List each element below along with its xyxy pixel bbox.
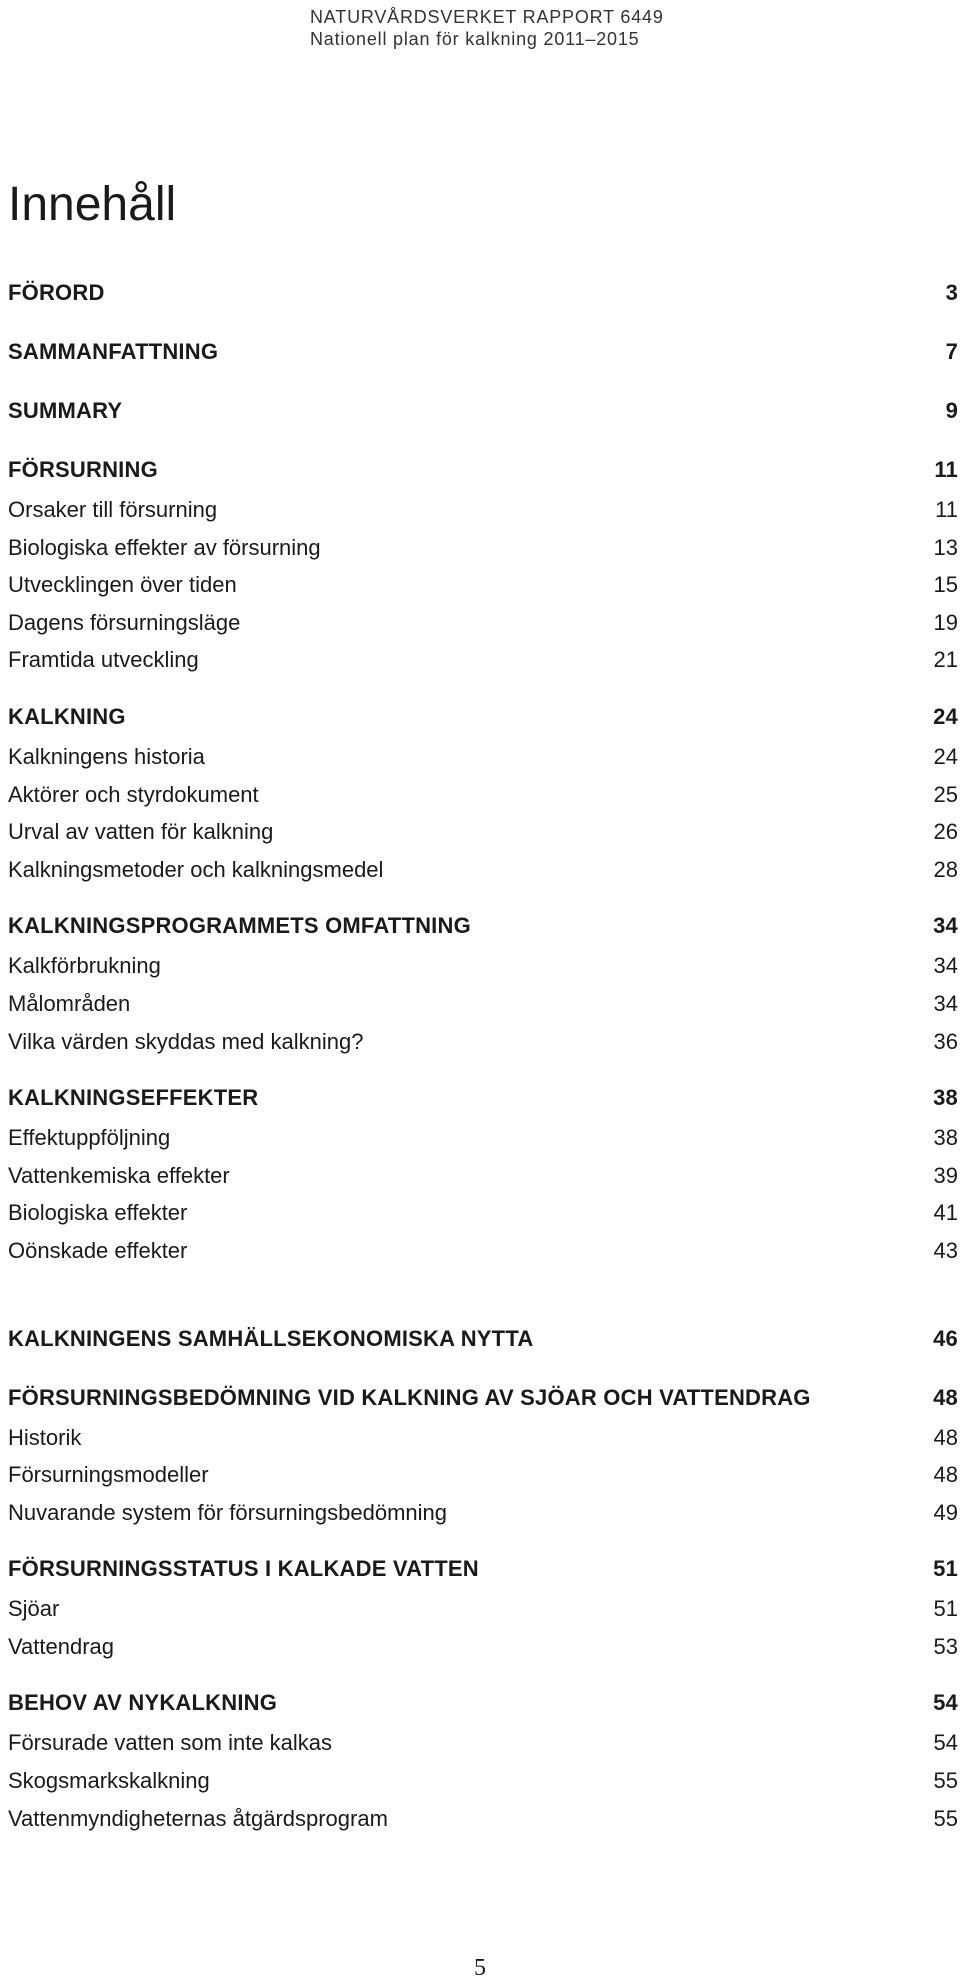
- toc-entry-page: 13: [933, 534, 958, 560]
- toc-heading[interactable]: [8, 1377, 958, 1419]
- toc-entry-page: 39: [933, 1162, 958, 1188]
- toc-entry-page: 25: [933, 781, 958, 807]
- toc-section: [8, 1548, 958, 1665]
- toc-heading-title: KALKNINGSPROGRAMMETS OMFATTNING: [8, 913, 471, 939]
- toc-entry-title: Dagens försurningsläge: [8, 609, 241, 635]
- toc-entry[interactable]: [8, 1157, 958, 1195]
- toc-section: [8, 1318, 958, 1360]
- toc-entry[interactable]: [8, 776, 958, 814]
- toc-entry-title: Orsaker till försurning: [8, 497, 218, 522]
- toc-entry[interactable]: [8, 491, 958, 529]
- toc-entry-page: 28: [933, 856, 958, 882]
- toc-entry[interactable]: [8, 947, 958, 985]
- toc-entry-title: Biologiska effekter av försurning: [8, 534, 321, 560]
- toc-entry-page: 53: [933, 1633, 958, 1659]
- toc-heading-title: BEHOV AV NYKALKNING: [8, 1690, 278, 1716]
- toc-entry-title: Aktörer och styrdokument: [8, 781, 259, 807]
- toc-section: [8, 272, 958, 314]
- toc-heading-page: 51: [933, 1556, 958, 1582]
- toc-entry[interactable]: [8, 1800, 958, 1838]
- toc-section: [8, 1377, 958, 1532]
- toc-entry-title: Biologiska effekter: [8, 1200, 188, 1226]
- toc-heading-page: 46: [933, 1325, 958, 1351]
- toc-entry-title: Försurningsmodeller: [8, 1462, 209, 1488]
- page-title: Innehåll: [8, 178, 177, 231]
- toc-entry[interactable]: [8, 1023, 958, 1061]
- toc-heading-page: 3: [945, 280, 958, 305]
- toc-entry-page: 11: [935, 497, 958, 522]
- toc-section: [8, 905, 958, 1060]
- toc-heading-page: 38: [933, 1085, 958, 1111]
- toc-entry[interactable]: [8, 1762, 958, 1800]
- page-number: 5: [474, 1955, 486, 1981]
- toc-entry-title: Sjöar: [8, 1596, 60, 1622]
- toc-section: [8, 1682, 958, 1837]
- toc-entry-page: 55: [933, 1805, 958, 1831]
- toc-heading-title: KALKNINGENS SAMHÄLLSEKONOMISKA NYTTA: [8, 1325, 534, 1351]
- toc-entry-page: 34: [933, 953, 958, 979]
- toc-entry-title: Vattenkemiska effekter: [8, 1162, 230, 1188]
- toc-entry-page: 15: [933, 572, 958, 598]
- toc-entry[interactable]: [8, 1232, 958, 1270]
- toc-entry[interactable]: [8, 1194, 958, 1232]
- toc-entry-title: Effektuppföljning: [8, 1125, 171, 1151]
- toc-entry-title: Utvecklingen över tiden: [8, 572, 237, 598]
- toc-entry[interactable]: [8, 1119, 958, 1157]
- toc-heading[interactable]: [8, 1682, 958, 1724]
- toc-entry-page: 24: [933, 743, 958, 769]
- toc-entry-page: 26: [933, 819, 958, 845]
- toc-heading[interactable]: [8, 1548, 958, 1590]
- toc-entry[interactable]: [8, 1724, 958, 1762]
- toc-entry-title: Kalkningens historia: [8, 743, 205, 769]
- toc-section: [8, 390, 958, 432]
- toc-heading-page: 11: [934, 457, 958, 482]
- toc-entry-title: Kalkförbrukning: [8, 953, 161, 979]
- toc-entry-page: 19: [933, 609, 958, 635]
- toc-heading-title: FÖRSURNINGSBEDÖMNING VID KALKNING AV SJÖAR OCH VATTENDRAG: [8, 1384, 811, 1410]
- toc-entry-title: Försurade vatten som inte kalkas: [8, 1730, 333, 1756]
- toc-heading-page: 48: [933, 1384, 958, 1410]
- toc-entry[interactable]: [8, 1590, 958, 1628]
- toc-entry-page: 34: [933, 990, 958, 1016]
- toc-entry[interactable]: [8, 1456, 958, 1494]
- toc-entry[interactable]: [8, 1628, 958, 1666]
- toc-heading-page: 54: [933, 1690, 958, 1716]
- toc-heading-title: FÖRORD: [8, 280, 105, 305]
- toc-entry-title: Urval av vatten för kalkning: [8, 819, 274, 845]
- toc-entry-page: 54: [933, 1730, 958, 1756]
- table-of-contents: [8, 272, 958, 1837]
- toc-entry-title: Kalkningsmetoder och kalkningsmedel: [8, 856, 384, 882]
- toc-entry[interactable]: [8, 1494, 958, 1532]
- toc-heading-title: FÖRSURNINGSSTATUS I KALKADE VATTEN: [8, 1556, 479, 1582]
- toc-entry[interactable]: [8, 985, 958, 1023]
- toc-entry-page: 43: [933, 1237, 958, 1263]
- toc-entry-title: Målområden: [8, 990, 131, 1016]
- toc-entry-page: 41: [933, 1200, 958, 1226]
- toc-entry-title: Skogsmarkskalkning: [8, 1768, 210, 1794]
- toc-entry-title: Framtida utveckling: [8, 647, 199, 673]
- toc-heading-page: 7: [945, 339, 958, 364]
- toc-section: [8, 449, 958, 679]
- toc-entry[interactable]: [8, 1419, 958, 1457]
- toc-entry[interactable]: [8, 851, 958, 889]
- toc-heading[interactable]: [8, 1077, 958, 1119]
- toc-entry-title: Nuvarande system för försurningsbedömning: [8, 1499, 448, 1525]
- toc-section: [8, 331, 958, 373]
- toc-entry-page: 36: [933, 1028, 958, 1054]
- running-header: [310, 6, 664, 50]
- toc-entry-page: 21: [933, 647, 958, 673]
- toc-heading-page: 34: [933, 913, 958, 939]
- toc-entry-title: Vattenmyndigheternas åtgärdsprogram: [8, 1805, 388, 1831]
- toc-entry-title: Oönskade effekter: [8, 1237, 188, 1263]
- toc-heading-title: SUMMARY: [8, 398, 123, 423]
- toc-heading-title: KALKNING: [8, 703, 126, 729]
- toc-heading[interactable]: [8, 696, 958, 738]
- toc-heading[interactable]: [8, 390, 958, 432]
- toc-entry[interactable]: [8, 813, 958, 851]
- toc-entry-page: 48: [933, 1424, 958, 1450]
- toc-section: [8, 696, 958, 888]
- toc-entry-page: 49: [933, 1499, 958, 1525]
- toc-entry-page: 48: [933, 1462, 958, 1488]
- toc-entry-title: Vilka värden skyddas med kalkning?: [8, 1028, 364, 1054]
- toc-heading-page: 9: [945, 398, 958, 423]
- toc-heading[interactable]: [8, 272, 958, 314]
- toc-heading-title: FÖRSURNING: [8, 457, 158, 482]
- toc-entry[interactable]: [8, 641, 958, 679]
- toc-heading-title: KALKNINGSEFFEKTER: [8, 1085, 259, 1111]
- toc-entry-title: Vattendrag: [8, 1633, 115, 1659]
- toc-heading[interactable]: [8, 331, 958, 373]
- toc-entry[interactable]: [8, 738, 958, 776]
- toc-entry-page: 38: [933, 1125, 958, 1151]
- toc-entry[interactable]: [8, 604, 958, 642]
- toc-heading-title: SAMMANFATTNING: [8, 339, 219, 364]
- toc-heading[interactable]: [8, 1318, 958, 1360]
- toc-heading-page: 24: [933, 703, 958, 729]
- toc-heading[interactable]: [8, 449, 958, 491]
- toc-heading[interactable]: [8, 905, 958, 947]
- toc-entry-title: Historik: [8, 1424, 82, 1450]
- toc-entry[interactable]: [8, 529, 958, 567]
- report-label: NATURVÅRDSVERKET RAPPORT 6449: [310, 7, 664, 27]
- toc-entry-page: 55: [933, 1768, 958, 1794]
- report-subtitle: Nationell plan för kalkning 2011–2015: [310, 29, 640, 49]
- toc-section: [8, 1077, 958, 1269]
- toc-entry-page: 51: [933, 1596, 958, 1622]
- toc-entry[interactable]: [8, 566, 958, 604]
